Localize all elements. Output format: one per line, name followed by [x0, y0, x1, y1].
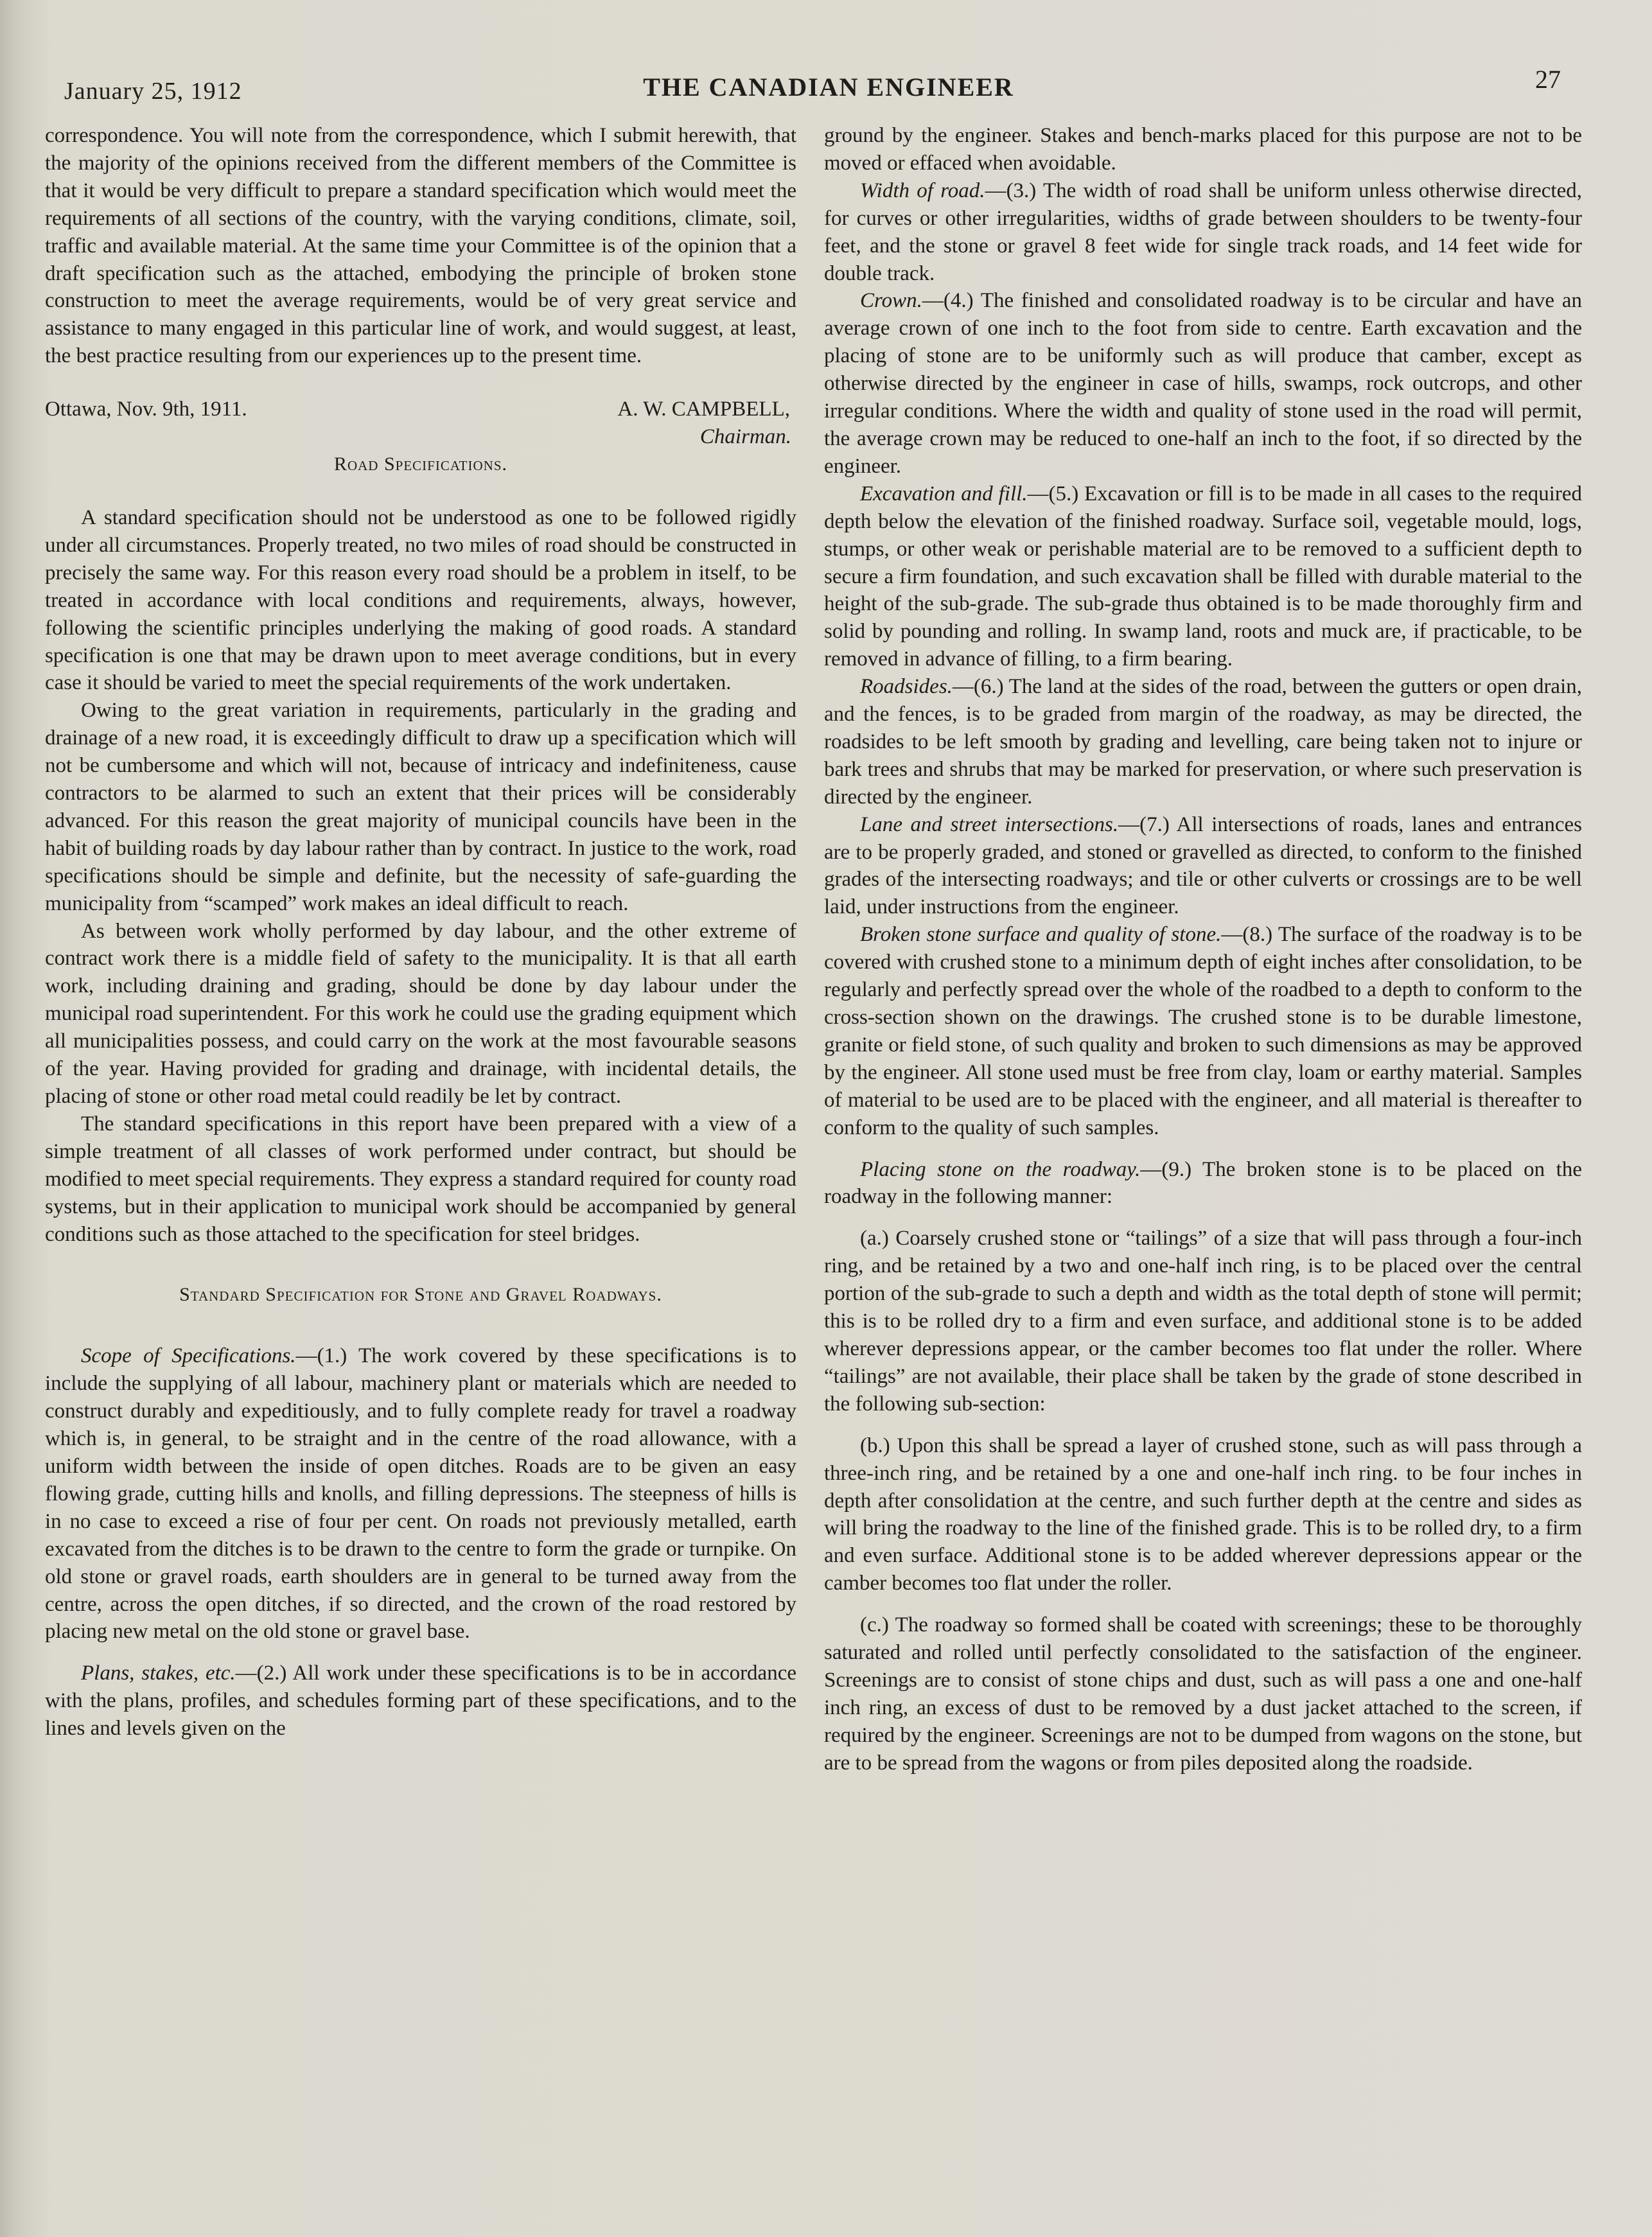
subclause-b — [824, 1432, 1582, 1597]
signature-name: A. W. CAMPBELL, — [617, 398, 790, 421]
journal-title: THE CANADIAN ENGINEER — [643, 73, 1014, 101]
clause-broken-stone — [824, 921, 1582, 1141]
clause-intersections — [824, 811, 1582, 922]
paragraph: As between work wholly performed by day labour, and the other extreme of contract work there is a middle field of safety to the municipality. It is that all earth work, including draining and grading, should be done by day labour under the municipal road superintendent. For this work he could use the grading equipment which all municipalities possess, and could carry on the work at the most favourable seasons of the year. Having provided for grading and drainage, with incidental details, the placing of stone or other road metal could readily be let by contract. — [45, 919, 796, 1108]
clause-width — [824, 177, 1582, 288]
clause-crown — [824, 287, 1582, 480]
subclause-a — [824, 1225, 1582, 1417]
signature-row — [45, 396, 796, 423]
issue-date: January 25, 1912 — [64, 78, 242, 105]
signature-role: Chairman. — [699, 425, 791, 449]
clause-title: Broken stone surface and quality of stone. — [860, 923, 1222, 947]
clause-body: —(6.) The land at the sides of the road, between the gutters or open drain, and the fences, is to be graded from margin of the roadway, as may be directed, the roadsides to be left smooth by grading and levelling, care being taken not to injure or bark trees and shrubs that may be marked for preservation, or where such preservation is directed by the engineer. — [824, 675, 1582, 809]
paragraph-continued: ground by the engineer. Stakes and bench-marks placed for this purpose are not to be moved or effaced when avoidable. — [824, 124, 1582, 175]
subclause-label: (b.) — [860, 1434, 890, 1457]
page-header — [64, 64, 1593, 116]
clause-title: Scope of Specifications. — [81, 1344, 296, 1368]
clause-title: Excavation and fill. — [860, 482, 1028, 505]
clause-title: Crown. — [860, 289, 922, 313]
clause-excavation — [824, 480, 1582, 673]
subclause-label: (c.) — [860, 1613, 889, 1637]
subclause-c — [824, 1611, 1582, 1776]
clause-body: —(1.) The work covered by these specifications is to include the supplying of all labour, machinery plant or materials which are needed to construct durably and expeditiously, and to fully complete ready for travel a roadway which is, in general, to be straight and in the centre of the road allowance, with a uniform width between the inside of open ditches. Roads are to be given an easy flowing grade, cutting hills and knolls, and filling depressions. The steepness of hills is in no case to exceed a rise of four per cent. On roads not previously metalled, earth excavated from the ditches is to be drawn to the centre to form the grade or turnpike. On old stone or gravel roads, earth shoulders are in general to be turned away from the centre, across the open ditches, if so directed, and the crown of the road restored by placing new metal on the old stone or gravel base. — [45, 1344, 797, 1644]
subclause-body: The roadway so formed shall be coated with screenings; these to be thoroughly saturated and rolled until perfectly consolidated to the satisfaction of the engineer. Screenings are to consist of stone chips and dust, such as will pass a one and one-half inch ring, an excess of dust to be removed by a dust jacket attached to the screen, if required by the engineer. Screenings are not to be dumped from wagons on the stone, but are to be spread from the wagons or from piles deposited along the roadside. — [824, 1613, 1582, 1775]
clause-title: Width of road. — [860, 179, 985, 202]
clause-body: —(5.) Excavation or fill is to be made in all cases to the required depth below the elevation of the finished roadway. Surface soil, vegetable mould, logs, stumps, or other weak or perishable material are to be removed to a sufficient depth to secure a firm foundation, and such excavation shall be filled with durable material to the height of the sub-grade. The sub-grade thus obtained is to be made thoroughly firm and solid by pounding and rolling. In swamp land, roots and muck are, if practicable, to be removed in advance of filling, to a firm bearing. — [824, 482, 1583, 671]
clause-title: Plans, stakes, etc. — [81, 1662, 236, 1685]
section-heading-road-specifications: Road Specifications. — [333, 453, 508, 475]
paragraph: A standard specification should not be understood as one to be followed rigidly under all circumstances. Properly treated, no two miles of road should be constructed in precisely the same way. For this reason every road should be a problem in itself, to be treated in accordance with local conditions and requirements, always, however, following the scientific principles underlying the making of good roads. A standard specification is one that may be drawn upon to meet average conditions, but in every case it should be varied to meet the special requirements of the work undertaken. — [45, 505, 796, 695]
clause-body: —(8.) The surface of the roadway is to be covered with crushed stone to a minimum depth of eight inches after consolidation, to be regularly and perfectly spread over the whole of the roadbed to a depth to conform to the cross-section shown on the drawings. The crushed stone is to be durable limestone, granite or field stone, of such quality and broken to such dimensions as may be approved by the engineer. All stone used must be free from clay, loam or earthy material. Samples of material to be used are to be placed with the engineer, and all material is thereafter to conform to the quality of such samples. — [824, 923, 1582, 1139]
subclause-body: Upon this shall be spread a layer of crushed stone, such as will pass through a three-inch ring, and be retained by a one and one-half inch ring. to be four inches in depth after consolidation at the centre, and such further depth at the centre and sides as will bring the roadway to the line of the finished grade. This is to be rolled dry, to a firm and even surface. Additional stone is to be added wherever depressions appear or the camber becomes too flat under the roller. — [824, 1434, 1582, 1595]
clause-body: —(9.) The broken stone is to be placed on the roadway in the following manner: — [824, 1157, 1583, 1209]
page-number: 27 — [1535, 65, 1561, 94]
clause-body: —(7.) All intersections of roads, lanes and entrances are to be properly graded, and stoned or gravelled as directed, to conform to the finished grades of the intersecting roadways; and tile or other culverts or crossings are to be well laid, under instructions from the engineer. — [824, 812, 1583, 919]
clause-body: —(3.) The width of road shall be uniform unless otherwise directed, for curves or other irregularities, widths of grade between shoulders to be twenty-four feet, and the stone or gravel 8 feet wide for single track roads, and 14 feet wide for double track. — [824, 179, 1582, 285]
clause-body: —(2.) All work under these specifications is to be in accordance with the plans, profiles, and schedules forming part of these specifications, and to the lines and levels given on the — [45, 1662, 797, 1741]
intro-paragraph: correspondence. You will note from the correspondence, which I submit herewith, that the majority of the opinions received from the different members of the Committee is that it would be very difficult to prepare a standard specification which would meet the requirements of all sections of the country, with the varying conditions, climate, soil, traffic and available material. At the same time your Committee is of the opinion that a draft specification such as the attached, embodying the principle of broken stone construction to meet the average requirements, would be of very great service and assistance to many engaged in this particular line of work, and would suggest, at least, the best practice resulting from our experiences up to the present time. — [45, 124, 796, 368]
clause-scope — [45, 1342, 796, 1645]
paragraph: Owing to the great variation in requirements, particularly in the grading and drainage of a new road, it is exceedingly difficult to draw up a specification which will not be cumbersome and which will not, because of intricacy and indefiniteness, cause contractors to be alarmed to such an extent that their prices will be considerably advanced. For this reason the great majority of municipal councils have been in the habit of building roads by day labour rather than by contract. In justice to the work, road specifications should be simple and definite, but the necessity of safe-guarding the municipality from “scamped” work makes an ideal difficult to reach. — [45, 699, 796, 915]
clause-title: Placing stone on the roadway. — [860, 1157, 1141, 1181]
left-column — [45, 122, 796, 1742]
subclause-label: (a.) — [860, 1227, 889, 1250]
clause-plans — [45, 1660, 796, 1742]
clause-placing-stone — [824, 1156, 1582, 1211]
clause-body: —(4.) The finished and consolidated roadway is to be circular and have an average crown of one inch to the foot from side to centre. Earth excavation and the placing of stone are to be uniformly such as will produce that camber, except as otherwise directed by the engineer in case of hills, swamps, rock outcrops, and other irregular conditions. Where the width and quality of stone used in the road will permit, the average crown may be reduced to one-half an inch to the foot, if so directed by the engineer. — [824, 289, 1582, 478]
paragraph: The standard specifications in this report have been prepared with a view of a simple treatment of all classes of work performed under contract, but should be modified to meet special requirements. They express a standard required for county road systems, but in their application to municipal work should be accompanied by general conditions such as those attached to the specification for steel bridges. — [45, 1112, 796, 1246]
subclause-body: Coarsely crushed stone or “tailings” of a size that will pass through a four-inch ring, and be retained by a two and one-half inch ring, is to be placed over the central portion of the sub-grade to such a depth and width as the total depth of stone will permit; this is to be rolled dry to a firm and even surface, and additional stone is to be added wherever depressions appear, or the camber becomes too flat under the roller. Where “tailings” are not available, their place shall be taken by the grade of stone described in the following sub-section: — [824, 1227, 1582, 1416]
clause-title: Lane and street intersections. — [860, 812, 1119, 836]
clause-roadsides — [824, 673, 1582, 811]
clause-title: Roadsides. — [860, 675, 953, 699]
section-heading-standard-specification: Standard Specification for Stone and Gravel Roadways. — [179, 1284, 662, 1306]
right-column — [824, 122, 1582, 1777]
place-date: Ottawa, Nov. 9th, 1911. — [45, 398, 247, 421]
